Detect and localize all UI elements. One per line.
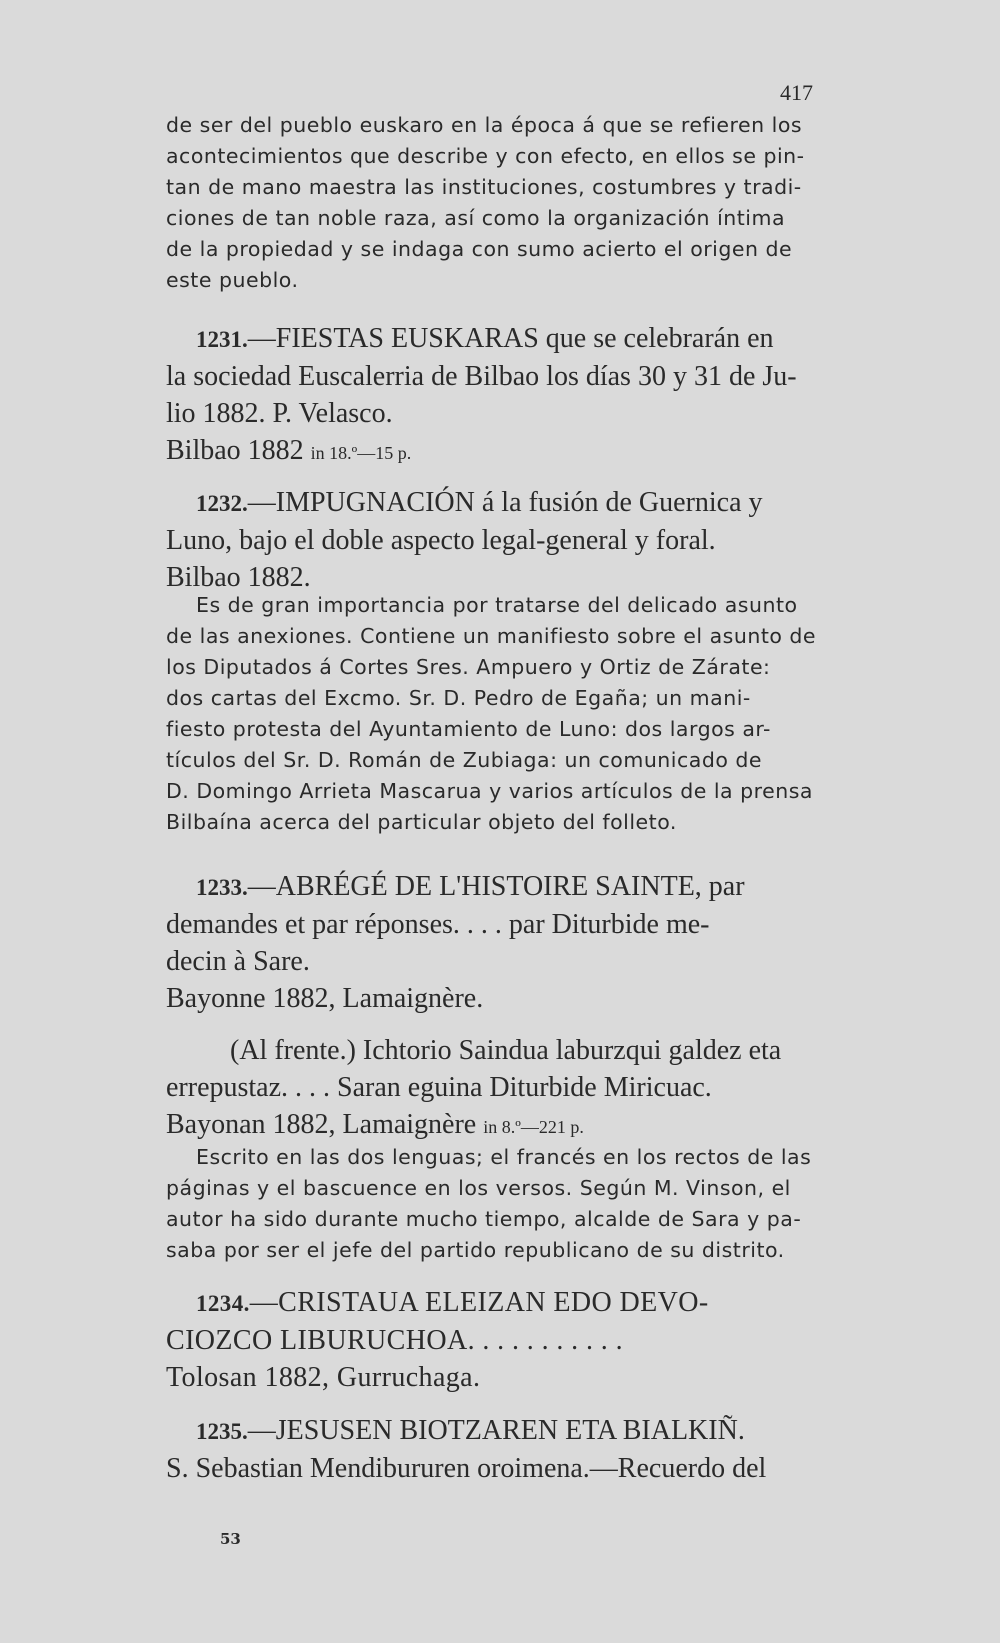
signature-mark: 53 xyxy=(220,1530,241,1548)
entry-title-line: la sociedad Euscalerria de Bilbao los días 30 y 31 de Ju- xyxy=(166,361,797,392)
entry-title-line: lio 1882. P. Velasco. xyxy=(166,398,393,429)
entry-1233-note xyxy=(166,1142,846,1266)
note-line: fiesto protesta del Ayuntamiento de Luno: dos largos ar- xyxy=(166,717,771,741)
entry-title-line: —FIESTAS EUSKARAS que se celebrarán en xyxy=(247,323,774,354)
note-line: páginas y el bascuence en los versos. Según M. Vinson, el xyxy=(166,1176,791,1200)
intro-line: ciones de tan noble raza, así como la organización íntima xyxy=(166,206,786,230)
imprint: Tolosan 1882, Gurruchaga. xyxy=(166,1362,481,1393)
note-line: de las anexiones. Contiene un manifiesto sobre el asunto de xyxy=(166,624,817,648)
entry-number: 1235. xyxy=(196,1419,248,1444)
note-line: autor ha sido durante mucho tiempo, alcalde de Sara y pa- xyxy=(166,1207,802,1231)
format: in 18.º—15 p. xyxy=(310,443,412,463)
imprint: Bilbao 1882 xyxy=(166,435,304,466)
intro-line: tan de mano maestra las instituciones, costumbres y tradi- xyxy=(166,175,802,199)
entry-title-line: demandes et par réponses. . . . par Diturbide me- xyxy=(166,909,710,940)
entry-title-line: —ABRÉGÉ DE L'HISTOIRE SAINTE, par xyxy=(247,871,745,902)
entry-title-line: —JESUSEN BIOTZAREN ETA BIALKIÑ. xyxy=(247,1415,745,1446)
note-line: Es de gran importancia por tratarse del delicado asunto xyxy=(196,593,798,617)
intro-line: de ser del pueblo euskaro en la época á que se refieren los xyxy=(166,113,803,137)
note-line: los Diputados á Cortes Sres. Ampuero y Ortiz de Zárate: xyxy=(166,655,771,679)
entry-number: 1232. xyxy=(196,491,248,516)
entry-1234 xyxy=(166,1284,846,1396)
entry-title-line: decin à Sare. xyxy=(166,946,310,977)
entry-1233 xyxy=(166,868,846,1017)
entry-1232-note xyxy=(166,590,846,838)
entry-number: 1233. xyxy=(196,875,248,900)
basque-title-line: errepustaz. . . . Saran eguina Diturbide Miricuac. xyxy=(166,1072,712,1103)
imprint: Bayonan 1882, Lamaignère xyxy=(166,1109,477,1140)
intro-line: acontecimientos que describe y con efecto, en ellos se pin- xyxy=(166,144,805,168)
page-number: 417 xyxy=(780,80,813,105)
entry-1231 xyxy=(166,320,846,472)
note-line: dos cartas del Excmo. Sr. D. Pedro de Egaña; un mani- xyxy=(166,686,751,710)
note-line: saba por ser el jefe del partido republicano de su distrito. xyxy=(166,1238,785,1262)
format: in 8.º—221 p. xyxy=(483,1117,584,1137)
entry-title-line: Luno, bajo el doble aspecto legal-general y foral. xyxy=(166,525,716,556)
entry-1233-basque xyxy=(166,1032,846,1146)
entry-1232 xyxy=(166,484,846,596)
note-line: Escrito en las dos lenguas; el francés en los rectos de las xyxy=(196,1145,812,1169)
intro-line: de la propiedad y se indaga con sumo acierto el origen de xyxy=(166,237,793,261)
note-line: tículos del Sr. D. Román de Zubiaga: un comunicado de xyxy=(166,748,763,772)
entry-title-line: —IMPUGNACIÓN á la fusión de Guernica y xyxy=(247,487,763,518)
imprint: Bayonne 1882, Lamaignère. xyxy=(166,983,484,1014)
entry-number: 1231. xyxy=(196,327,248,352)
intro-line: este pueblo. xyxy=(166,268,299,292)
entry-title-line: —CRISTAUA ELEIZAN EDO DEVO- xyxy=(249,1287,709,1318)
entry-1235 xyxy=(166,1412,846,1487)
basque-title-line: (Al frente.) Ichtorio Saindua laburzqui galdez eta xyxy=(230,1035,782,1066)
entry-number: 1234. xyxy=(196,1291,250,1316)
entry-title-line: CIOZCO LIBURUCHOA. . . . . . . . . . . xyxy=(166,1325,623,1356)
entry-title-line: S. Sebastian Mendibururen oroimena.—Recuerdo del xyxy=(166,1453,767,1484)
intro-paragraph xyxy=(166,110,846,296)
note-line: D. Domingo Arrieta Mascarua y varios artículos de la prensa xyxy=(166,779,813,803)
note-line: Bilbaína acerca del particular objeto del folleto. xyxy=(166,810,677,834)
imprint: Bilbao 1882. xyxy=(166,562,311,593)
